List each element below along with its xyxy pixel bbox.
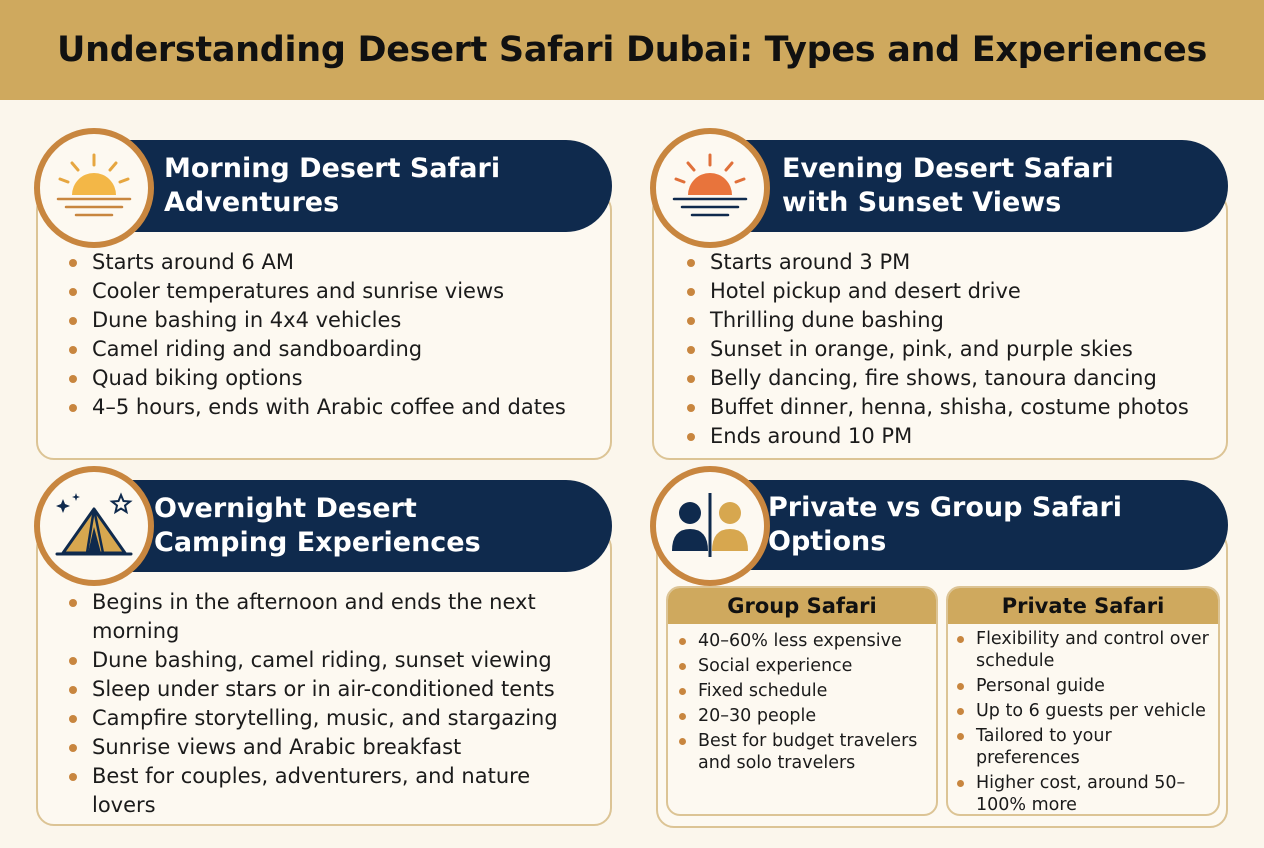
list-item: Buffet dinner, henna, shisha, costume photos (684, 393, 1224, 422)
list-item: 4–5 hours, ends with Arabic coffee and dates (66, 393, 606, 422)
private-safari-panel (946, 586, 1220, 816)
list-item: Cooler temperatures and sunrise views (66, 277, 606, 306)
tent-stars-icon (51, 491, 137, 561)
private-safari-list (954, 628, 1218, 816)
private-vs-group-banner (706, 480, 1228, 570)
private-vs-group-medallion (650, 466, 770, 586)
list-item: 20–30 people (676, 705, 932, 727)
morning-medallion (34, 128, 154, 248)
evening-feature-list (684, 248, 1224, 451)
list-item: Ends around 10 PM (684, 422, 1224, 451)
list-item: Begins in the afternoon and ends the next morning (66, 588, 586, 646)
list-item: Personal guide (954, 675, 1218, 697)
group-safari-heading: Group Safari (668, 588, 936, 624)
morning-feature-list (66, 248, 606, 422)
list-item: Camel riding and sandboarding (66, 335, 606, 364)
evening-safari-title: Evening Desert Safari with Sunset Views (782, 153, 1114, 218)
list-item: Campfire storytelling, music, and stargazing (66, 704, 586, 733)
private-safari-heading: Private Safari (948, 588, 1218, 624)
list-item: Sunset in orange, pink, and purple skies (684, 335, 1224, 364)
list-item: Starts around 6 AM (66, 248, 606, 277)
header-bar (0, 0, 1264, 100)
list-item: Higher cost, around 50–100% more (954, 772, 1218, 816)
page-title: Understanding Desert Safari Dubai: Types and Experiences (57, 30, 1207, 70)
list-item: Social experience (676, 655, 932, 677)
list-item: Dune bashing in 4x4 vehicles (66, 306, 606, 335)
list-item: Best for couples, adventurers, and nature lovers (66, 762, 586, 820)
list-item: Flexibility and control over schedule (954, 628, 1218, 672)
list-item: Starts around 3 PM (684, 248, 1224, 277)
list-item: Up to 6 guests per vehicle (954, 700, 1218, 722)
list-item: Sleep under stars or in air-conditioned tents (66, 675, 586, 704)
group-safari-list (676, 630, 932, 777)
morning-safari-title: Morning Desert Safari Adventures (164, 153, 501, 218)
people-compare-icon (668, 491, 752, 561)
overnight-medallion (34, 466, 154, 586)
list-item: 40–60% less expensive (676, 630, 932, 652)
list-item: Thrilling dune bashing (684, 306, 1224, 335)
list-item: Hotel pickup and desert drive (684, 277, 1224, 306)
private-vs-group-title: Private vs Group Safari Options (768, 492, 1123, 557)
evening-safari-banner (706, 140, 1228, 232)
sunrise-icon (52, 153, 136, 223)
overnight-camping-banner (90, 480, 612, 572)
sunset-icon (668, 153, 752, 223)
overnight-camping-title: Overnight Desert Camping Experiences (154, 493, 481, 558)
list-item: Dune bashing, camel riding, sunset viewing (66, 646, 586, 675)
overnight-feature-list (66, 588, 586, 820)
group-safari-panel (666, 586, 938, 816)
list-item: Tailored to your preferences (954, 725, 1218, 769)
morning-safari-banner (90, 140, 612, 232)
list-item: Belly dancing, fire shows, tanoura dancing (684, 364, 1224, 393)
evening-medallion (650, 128, 770, 248)
list-item: Quad biking options (66, 364, 606, 393)
list-item: Fixed schedule (676, 680, 932, 702)
list-item: Best for budget travelers and solo travelers (676, 730, 932, 774)
list-item: Sunrise views and Arabic breakfast (66, 733, 586, 762)
